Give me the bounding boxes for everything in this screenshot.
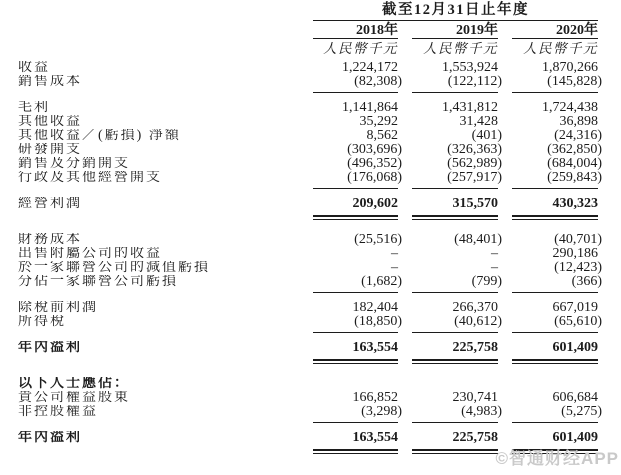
value-text: (82,308) [354, 74, 402, 89]
table-row [0, 431, 621, 445]
value-text: (326,363) [447, 142, 502, 157]
value-cell [512, 247, 598, 261]
value-cell [512, 197, 598, 211]
table-row [0, 261, 621, 275]
value-text: 1,431,812 [442, 100, 498, 115]
rule-line [412, 332, 498, 333]
value-cell [412, 274, 502, 289]
rule-line [412, 188, 498, 189]
table-row [0, 405, 621, 419]
value-cell [512, 61, 598, 75]
value-cell [313, 156, 402, 171]
double-rule-line [512, 359, 598, 364]
double-rule-line [512, 215, 598, 220]
value-cell [412, 247, 498, 261]
currency-unit-label: 人民幣千元 [523, 41, 598, 56]
value-text: (562,989) [447, 156, 502, 171]
value-cell [412, 431, 498, 445]
value-cell [512, 115, 598, 129]
value-text: 163,554 [352, 430, 398, 445]
value-cell [512, 341, 598, 355]
value-cell [512, 142, 602, 157]
value-cell [313, 431, 398, 445]
currency-unit-label: 人民幣千元 [323, 41, 398, 56]
single-rule [0, 289, 621, 301]
value-cell [313, 377, 398, 391]
row-label: 財務成本 [18, 233, 82, 247]
value-cell [512, 128, 602, 143]
value-cell [512, 156, 602, 171]
value-text: (401) [471, 128, 502, 143]
value-cell [313, 129, 398, 143]
value-text: (40,612) [454, 314, 502, 329]
value-cell [412, 377, 498, 391]
double-rule-line [313, 215, 398, 220]
value-cell [412, 128, 502, 143]
value-cell [412, 156, 502, 171]
rule-line [313, 422, 398, 423]
row-label: 行政及其他經營開支 [18, 171, 162, 185]
table-row [0, 391, 621, 405]
year-column-2020: 2020年 [512, 21, 598, 39]
value-cell [313, 301, 398, 315]
value-cell [313, 170, 402, 185]
double-rule-line [313, 359, 398, 364]
table-row [0, 171, 621, 185]
value-text: (12,423) [554, 260, 602, 275]
value-text: 182,404 [352, 300, 398, 315]
table-row [0, 61, 621, 75]
row-label: 非控股權益 [18, 405, 98, 419]
value-cell [313, 232, 402, 247]
row-label: 以下人士應佔： [18, 377, 130, 391]
rule-line [313, 332, 398, 333]
value-text: (303,696) [347, 142, 402, 157]
value-cell [512, 274, 602, 289]
value-cell [512, 170, 602, 185]
row-label: 其他收益／(虧損) 淨額 [18, 129, 181, 143]
row-label: 出售附屬公司的收益 [18, 247, 162, 261]
table-title: 截至12月31日止年度 [313, 3, 598, 21]
rule-line [313, 92, 398, 93]
value-cell [313, 61, 398, 75]
table-row [0, 233, 621, 247]
table-row [0, 101, 621, 115]
table-row [0, 157, 621, 171]
value-cell [313, 314, 402, 329]
table-row [0, 301, 621, 315]
value-cell [512, 391, 598, 405]
value-cell [313, 101, 398, 115]
value-cell [412, 197, 498, 211]
value-text: (1,682) [361, 274, 402, 289]
rule-line [412, 92, 498, 93]
value-cell [412, 301, 498, 315]
value-text: 163,554 [352, 340, 398, 355]
single-rule [0, 185, 621, 197]
value-text: 266,370 [452, 300, 498, 315]
value-cell [412, 142, 502, 157]
value-cell [412, 391, 498, 405]
value-text: 230,741 [452, 390, 498, 405]
rule-line [512, 188, 598, 189]
value-cell [512, 404, 602, 419]
value-cell [512, 301, 598, 315]
table-row [0, 75, 621, 89]
value-text: (3,298) [361, 404, 402, 419]
row-label: 收益 [18, 61, 50, 75]
value-cell [313, 261, 398, 275]
value-text: 225,758 [452, 340, 498, 355]
value-cell [512, 314, 602, 329]
single-rule [0, 419, 621, 431]
value-text: 8,562 [366, 128, 398, 143]
value-text: 430,323 [552, 196, 598, 211]
watermark: ©智通财经APP [495, 449, 619, 468]
value-text: 315,570 [452, 196, 498, 211]
value-text: (25,516) [354, 232, 402, 247]
value-text: (259,843) [547, 170, 602, 185]
double-rule-line [313, 449, 398, 454]
value-text: 209,602 [352, 196, 398, 211]
table-row [0, 377, 621, 391]
value-text: (4,983) [461, 404, 502, 419]
value-text: (145,828) [547, 74, 602, 89]
row-label: 毛利 [18, 101, 50, 115]
row-label: 其他收益 [18, 115, 82, 129]
value-text: 601,409 [552, 340, 598, 355]
value-text: 601,409 [552, 430, 598, 445]
value-cell [512, 431, 598, 445]
value-text: (684,004) [547, 156, 602, 171]
value-text: – [391, 260, 398, 275]
rule-line [313, 292, 398, 293]
value-text: – [491, 260, 498, 275]
value-cell [313, 274, 402, 289]
value-text: 225,758 [452, 430, 498, 445]
double-rule [0, 355, 621, 377]
value-text: (18,850) [354, 314, 402, 329]
value-text: (362,850) [547, 142, 602, 157]
value-text: (122,112) [447, 74, 502, 89]
value-text: – [391, 246, 398, 261]
value-cell [412, 101, 498, 115]
year-column-2019: 2019年 [412, 21, 498, 39]
row-label: 所得稅 [18, 315, 66, 329]
row-label: 研發開支 [18, 143, 82, 157]
value-text: (366) [571, 274, 602, 289]
year-columns-row [0, 21, 621, 39]
row-label: 銷售成本 [18, 75, 82, 89]
value-cell [412, 74, 502, 89]
value-text: 290,186 [552, 246, 598, 261]
value-text: (799) [471, 274, 502, 289]
value-cell [313, 247, 398, 261]
table-body [0, 61, 621, 467]
table-row [0, 197, 621, 211]
value-text: (24,316) [554, 128, 602, 143]
value-cell [313, 391, 398, 405]
value-cell [313, 115, 398, 129]
rule-line [412, 292, 498, 293]
rule-line [512, 332, 598, 333]
value-text: (176,068) [347, 170, 402, 185]
value-text: 1,224,172 [342, 60, 398, 75]
rule-line [512, 292, 598, 293]
value-cell [313, 404, 402, 419]
value-text: 667,019 [552, 300, 598, 315]
value-cell [512, 377, 598, 391]
value-cell [412, 261, 498, 275]
value-text: 31,428 [459, 114, 498, 129]
value-cell [512, 260, 602, 275]
rule-line [512, 92, 598, 93]
single-rule [0, 329, 621, 341]
double-rule-line [412, 359, 498, 364]
value-text: (257,917) [447, 170, 502, 185]
row-label: 貴公司權益股東 [18, 391, 130, 405]
value-cell [412, 341, 498, 355]
table-row [0, 143, 621, 157]
value-text: 36,898 [559, 114, 598, 129]
value-cell [412, 232, 502, 247]
value-text: 1,141,864 [342, 100, 398, 115]
rule-line [412, 422, 498, 423]
value-cell [412, 170, 502, 185]
double-rule [0, 211, 621, 233]
table-row [0, 129, 621, 143]
value-text: 1,553,924 [442, 60, 498, 75]
double-rule-line [412, 449, 498, 454]
value-cell [313, 197, 398, 211]
value-text: – [491, 246, 498, 261]
double-rule-line [412, 215, 498, 220]
year-column-2018: 2018年 [313, 21, 398, 39]
value-text: 606,684 [552, 390, 598, 405]
row-label: 分佔一家聯營公司虧損 [18, 275, 178, 289]
table-row [0, 341, 621, 355]
value-text: (48,401) [454, 232, 502, 247]
rule-line [512, 422, 598, 423]
table-header [0, 0, 621, 21]
value-text: (5,275) [561, 404, 602, 419]
row-label: 經營利潤 [18, 197, 82, 211]
value-cell [412, 314, 502, 329]
table-row [0, 247, 621, 261]
row-label: 年內溢利 [18, 341, 82, 355]
currency-unit-row [0, 39, 621, 55]
currency-unit-label: 人民幣千元 [423, 41, 498, 56]
value-cell [412, 115, 498, 129]
table-row [0, 275, 621, 289]
row-label: 於一家聯營公司的減值虧損 [18, 261, 210, 275]
value-text: (40,701) [554, 232, 602, 247]
value-text: (65,610) [554, 314, 602, 329]
value-cell [412, 61, 498, 75]
value-text: 166,852 [352, 390, 398, 405]
single-rule [0, 89, 621, 101]
row-label: 除稅前利潤 [18, 301, 98, 315]
rule-line [313, 188, 398, 189]
table-row [0, 115, 621, 129]
value-cell [512, 232, 602, 247]
table-row [0, 315, 621, 329]
value-text: (496,352) [347, 156, 402, 171]
value-cell [313, 341, 398, 355]
row-label: 銷售及分銷開支 [18, 157, 130, 171]
value-cell [512, 74, 602, 89]
row-label: 年內溢利 [18, 431, 82, 445]
value-cell [512, 101, 598, 115]
value-text: 1,724,438 [542, 100, 598, 115]
value-text: 1,870,266 [542, 60, 598, 75]
value-cell [412, 404, 502, 419]
value-cell [313, 74, 402, 89]
value-text: 35,292 [359, 114, 398, 129]
value-cell [313, 142, 402, 157]
